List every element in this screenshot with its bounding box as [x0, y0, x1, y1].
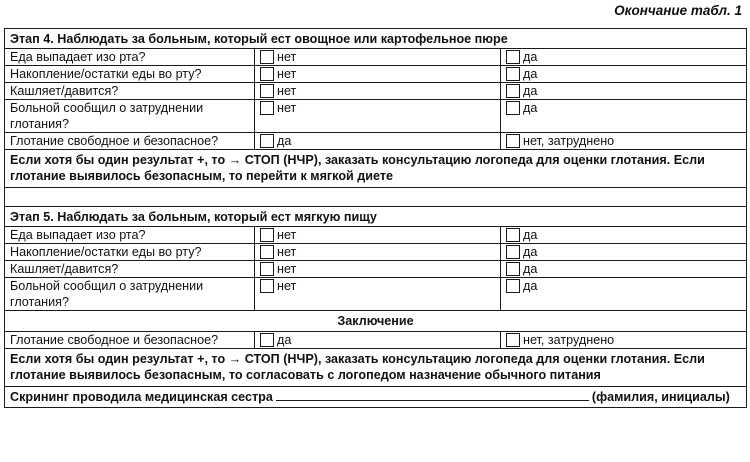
table-row: [5, 278, 747, 311]
table-row: [5, 66, 747, 83]
option-no-difficult[interactable]: [506, 133, 741, 149]
checkbox[interactable]: [260, 50, 274, 64]
stage5-header-row: [5, 207, 747, 227]
question-label: Больной сообщил о затруднении глотания?: [5, 100, 255, 133]
option-label: да: [523, 101, 538, 115]
option-no[interactable]: [260, 261, 495, 277]
signature-row: [5, 387, 747, 408]
spacer-row: [5, 188, 747, 207]
question-label: Больной сообщил о затруднении глотания?: [5, 278, 255, 311]
checkbox[interactable]: [260, 245, 274, 259]
option-label: нет: [277, 228, 297, 242]
checkbox[interactable]: [506, 262, 520, 276]
option-label: нет: [277, 50, 297, 64]
option-yes[interactable]: [506, 83, 741, 99]
option-label: нет, затруднено: [523, 134, 615, 148]
checkbox[interactable]: [506, 67, 520, 81]
checkbox[interactable]: [506, 245, 520, 259]
checkbox[interactable]: [260, 279, 274, 293]
table-row: [5, 83, 747, 100]
option-yes[interactable]: [506, 100, 741, 116]
checkbox[interactable]: [260, 101, 274, 115]
option-label: да: [523, 279, 538, 293]
option-yes[interactable]: [506, 278, 741, 294]
option-label: да: [277, 333, 292, 347]
stage4-instruction: Если хотя бы один результат +, то → СТОП (НЧР), заказать консультацию логопеда для оценки глотания. Если глотание выявилось безопасным, то перейти к мягкой диете: [5, 150, 747, 188]
option-label: да: [523, 262, 538, 276]
question-label: Еда выпадает изо рта?: [5, 227, 255, 244]
checkbox[interactable]: [506, 228, 520, 242]
option-no-difficult[interactable]: [506, 332, 741, 348]
stage4-header-row: [5, 29, 747, 49]
question-label: Глотание свободное и безопасное?: [5, 133, 255, 150]
option-yes[interactable]: [506, 49, 741, 65]
signature-suffix: (фамилия, инициалы): [591, 390, 730, 404]
option-label: нет: [277, 67, 297, 81]
checkbox[interactable]: [260, 84, 274, 98]
option-yes[interactable]: [506, 227, 741, 243]
option-yes[interactable]: [506, 244, 741, 260]
option-no[interactable]: [260, 100, 495, 116]
checkbox[interactable]: [260, 228, 274, 242]
option-yes[interactable]: [506, 66, 741, 82]
checkbox[interactable]: [506, 50, 520, 64]
table-row: [5, 332, 747, 349]
option-label: да: [277, 134, 292, 148]
option-label: да: [523, 50, 538, 64]
option-no[interactable]: [260, 227, 495, 243]
checkbox[interactable]: [506, 134, 520, 148]
option-label: нет: [277, 84, 297, 98]
option-no[interactable]: [260, 83, 495, 99]
question-label: Кашляет/давится?: [5, 261, 255, 278]
option-label: нет: [277, 279, 297, 293]
checkbox[interactable]: [506, 333, 520, 347]
option-label: нет, затруднено: [523, 333, 615, 347]
checkbox[interactable]: [506, 101, 520, 115]
checkbox[interactable]: [260, 134, 274, 148]
stage4-header: Этап 4. Наблюдать за больным, который ест овощное или картофельное пюре: [5, 29, 747, 49]
question-label: Накопление/остатки еды во рту?: [5, 244, 255, 261]
option-yes[interactable]: [506, 261, 741, 277]
signature-line[interactable]: [276, 388, 589, 401]
option-label: да: [523, 67, 538, 81]
conclusion-row: [5, 311, 747, 332]
option-label: нет: [277, 101, 297, 115]
option-label: да: [523, 84, 538, 98]
stage4-note-row: [5, 150, 747, 188]
stage5-header: Этап 5. Наблюдать за больным, который ест мягкую пищу: [5, 207, 747, 227]
signature-cell: [5, 387, 747, 408]
question-label: Глотание свободное и безопасное?: [5, 332, 255, 349]
signature-label: Скрининг проводила медицинская сестра: [10, 390, 273, 404]
option-yes[interactable]: [260, 133, 495, 149]
checkbox[interactable]: [506, 279, 520, 293]
option-yes[interactable]: [260, 332, 495, 348]
option-label: нет: [277, 262, 297, 276]
checkbox[interactable]: [260, 262, 274, 276]
option-no[interactable]: [260, 244, 495, 260]
option-label: нет: [277, 245, 297, 259]
stage5-note-row: [5, 349, 747, 387]
checkbox[interactable]: [506, 84, 520, 98]
table-caption: Окончание табл. 1: [614, 3, 742, 18]
question-label: Еда выпадает изо рта?: [5, 49, 255, 66]
option-label: да: [523, 228, 538, 242]
table-row: [5, 227, 747, 244]
table-row: [5, 261, 747, 278]
option-no[interactable]: [260, 278, 495, 294]
question-label: Кашляет/давится?: [5, 83, 255, 100]
option-no[interactable]: [260, 66, 495, 82]
table-row: [5, 100, 747, 133]
screening-table: [4, 28, 747, 408]
table-row: [5, 133, 747, 150]
option-no[interactable]: [260, 49, 495, 65]
option-label: да: [523, 245, 538, 259]
table-row: [5, 244, 747, 261]
checkbox[interactable]: [260, 67, 274, 81]
question-label: Накопление/остатки еды во рту?: [5, 66, 255, 83]
table-row: [5, 49, 747, 66]
conclusion-heading: Заключение: [5, 311, 747, 332]
spacer-cell: [5, 188, 747, 207]
checkbox[interactable]: [260, 333, 274, 347]
stage5-instruction: Если хотя бы один результат +, то → СТОП (НЧР), заказать консультацию логопеда для оценки глотания. Если глотание выявилось безопасным, то согласовать с логопедом назначение обычного питания: [5, 349, 747, 387]
